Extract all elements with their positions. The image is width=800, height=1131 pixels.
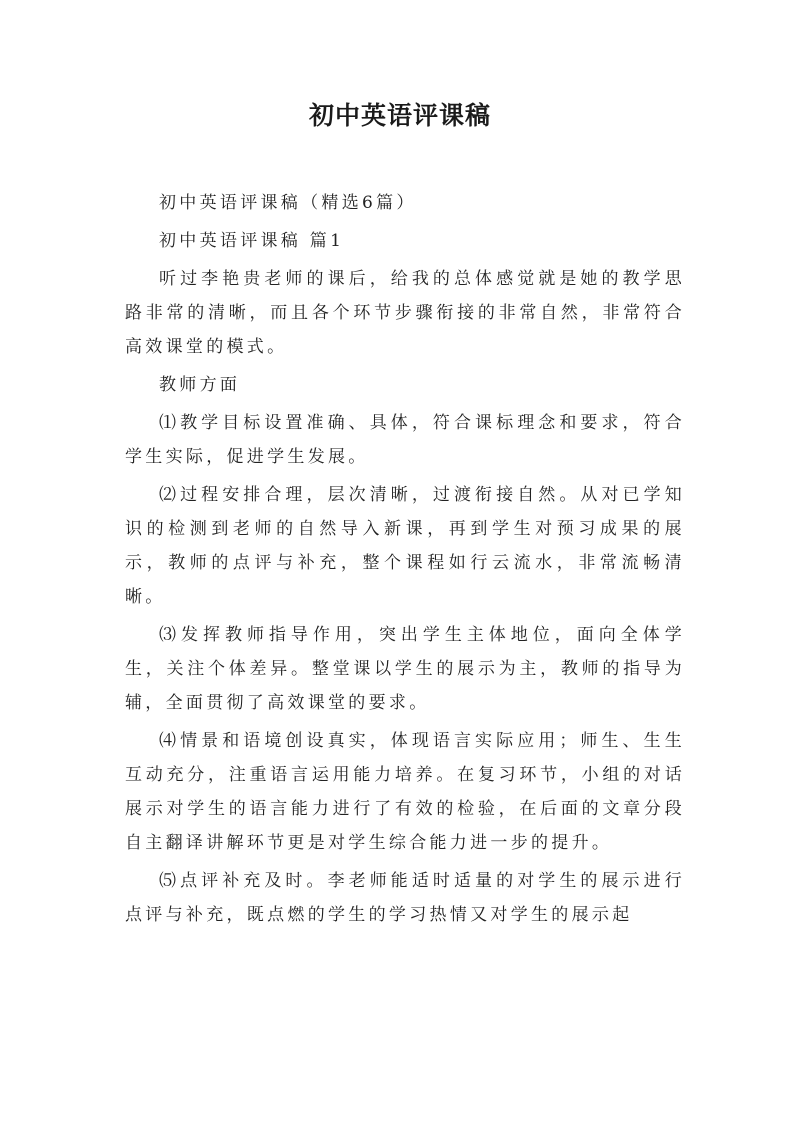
subsection-heading: 教师方面 [159,375,241,395]
body-paragraph: ⑷情景和语境创设真实，体现语言实际应用；师生、生生互动充分，注重语言运用能力培养。在复习环节，小组的对话展示对学生的语言能力进行了有效的检验，在后面的文章分段自主翻译讲解环节更是对学生综合能力进一步的提升。 [125,731,685,853]
document-title: 初中英语评课稿 [308,101,491,130]
body-paragraph: ⑸点评补充及时。李老师能适时适量的对学生的展示进行点评与补充，既点燃的学生的学习热情又对学生的展示起 [125,871,685,925]
body-paragraph: ⑵过程安排合理，层次清晰，过渡衔接自然。从对已学知识的检测到老师的自然导入新课，再到学生对预习成果的展示，教师的点评与补充，整个课程如行云流水，非常流畅清晰。 [125,485,685,607]
body-paragraph: 听过李艳贵老师的课后，给我的总体感觉就是她的教学思路非常的清晰，而且各个环节步骤衔接的非常自然，非常符合高效课堂的模式。 [125,269,685,357]
section-heading: 初中英语评课稿 篇1 [159,231,345,251]
document-body [125,186,685,936]
body-paragraph: ⑴教学目标设置准确、具体，符合课标理念和要求，符合学生实际，促进学生发展。 [125,413,685,467]
subtitle-paragraph: 初中英语评课稿（精选6篇） [159,193,417,213]
body-paragraph: ⑶发挥教师指导作用，突出学生主体地位，面向全体学生，关注个体差异。整堂课以学生的展示为主，教师的指导为辅，全面贯彻了高效课堂的要求。 [125,625,685,713]
